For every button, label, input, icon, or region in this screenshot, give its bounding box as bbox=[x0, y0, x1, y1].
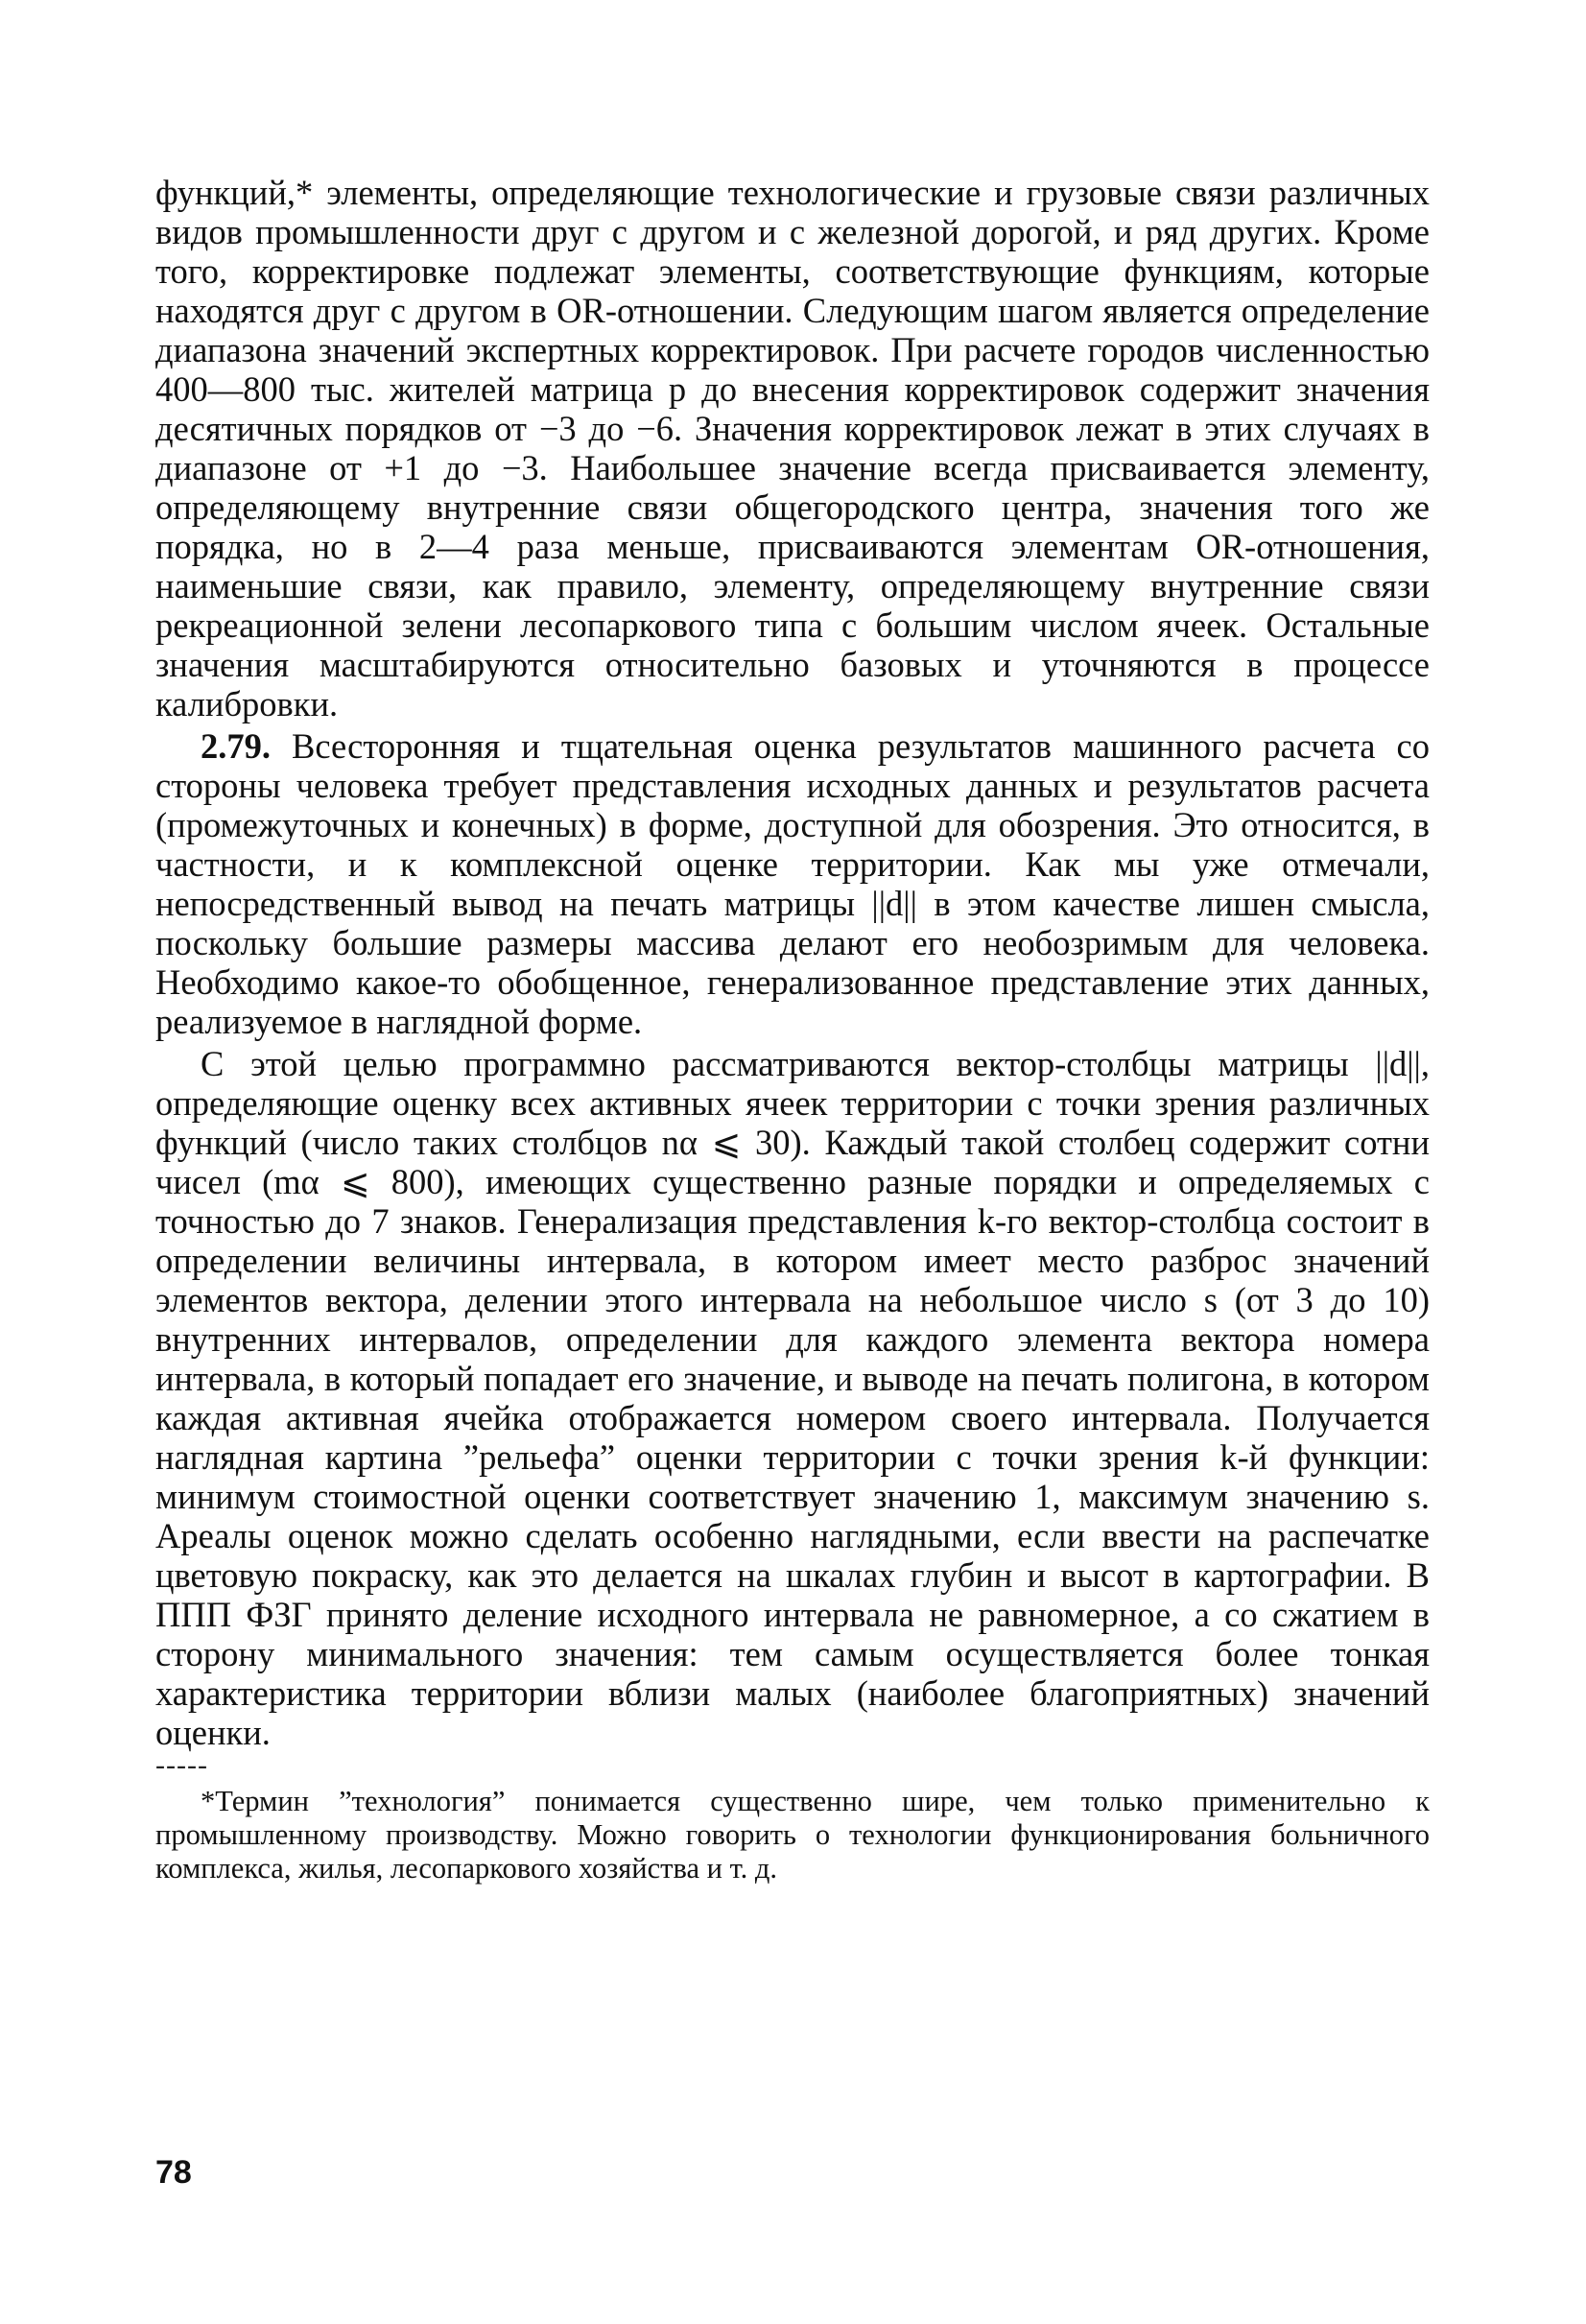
paragraph-generalization: С этой целью программно рассматриваются вектор-столбцы матрицы ||d||, определяющие оценку всех активных ячеек территории с точки зрения различных функций (число таких столбцов nα ⩽ 30). Каждый такой столбец содержит сотни чисел (mα ⩽ 800), имеющих существенно разные порядки и определяемых с точностью до 7 знаков. Генерализация представления k-го вектор-столбца состоит в определении величины интервала, в котором имеет место разброс значений элементов вектора, делении этого интервала на небольшое число s (от 3 до 10) внутренних интервалов, определении для каждого элемента вектора номера интервала, в который попадает его значение, и выводе на печать полигона, в котором каждая активная ячейка отображается номером своего интервала. Получается наглядная картина ”рельефа” оценки территории с точки зрения k-й функции: минимум стоимостной оценки соответствует значению 1, максимум значению s. Ареалы оценок можно сделать особенно наглядными, если ввести на распечатке цветовую покраску, как это делается на шкалах глубин и высот в картографии. В ППП ФЗГ принято деление исходного интервала не равномерное, а со сжатием в сторону минимального значения: тем самым осуществляется более тонкая характеристика территории вблизи малых (наиболее благоприятных) значений оценки. bbox=[155, 1044, 1430, 1752]
paragraph-number: 2.79. bbox=[201, 726, 271, 766]
footnote-divider: ----- bbox=[155, 1749, 208, 1781]
page-body bbox=[155, 173, 1430, 1885]
page-number: 78 bbox=[155, 2154, 192, 2191]
footnote: *Термин ”технология” понимается существенно шире, чем только применительно к промышленному производству. Можно говорить о технологии функционирования больничного комплекса, жилья, лесопаркового хозяйства и т. д. bbox=[155, 1785, 1430, 1885]
paragraph-2-79 bbox=[155, 726, 1430, 1041]
paragraph-2-79-text: Всесторонняя и тщательная оценка результатов машинного расчета со стороны человека требует представления исходных данных и результатов расчета (промежуточных и конечных) в форме, доступной для обозрения. Это относится, в частности, и к комплексной оценке территории. Как мы уже отмечали, непосредственный вывод на печать матрицы ||d|| в этом качестве лишен смысла, поскольку большие размеры массива делают его необозримым для человека. Необходимо какое-то обобщенное, генерализованное представление этих данных, реализуемое в наглядной форме. bbox=[155, 726, 1430, 1041]
paragraph-continuation: функций,* элементы, определяющие технологические и грузовые связи различных видов промышленности друг с другом и с железной дорогой, и ряд других. Кроме того, корректировке подлежат элементы, соответствующие функциям, которые находятся друг с другом в OR-отношении. Следующим шагом является определение диапазона значений экспертных корректировок. При расчете городов численностью 400—800 тыс. жителей матрица p до внесения корректировок содержит значения десятичных порядков от −3 до −6. Значения корректировок лежат в этих случаях в диапазоне от +1 до −3. Наибольшее значение всегда присваивается элементу, определяющему внутренние связи общегородского центра, значения того же порядка, но в 2—4 раза меньше, присваиваются элементам OR-отношения, наименьшие связи, как правило, элементу, определяющему внутренние связи рекреационной зелени лесопаркового типа с большим числом ячеек. Остальные значения масштабируются относительно базовых и уточняются в процессе калибровки. bbox=[155, 173, 1430, 723]
